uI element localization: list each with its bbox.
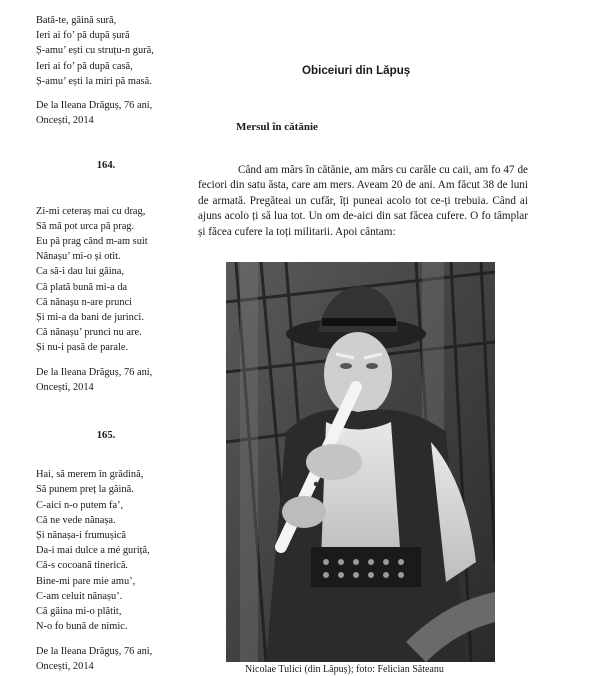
- verse-line: Că nănașu’ prunci nu are.: [36, 327, 142, 339]
- source-note: [36, 365, 206, 395]
- source-line: Oncești, 2014: [36, 381, 94, 393]
- source-note: [36, 98, 206, 128]
- verse-line: N-o fo bună de nimic.: [36, 621, 128, 633]
- photo-caption: Nicolae Tulici (din Lăpuș); foto: Felician Săteanu: [245, 664, 444, 675]
- source-line: De la Ileana Drăguș, 76 ani,: [36, 100, 153, 112]
- portrait-photo: [226, 262, 495, 662]
- poem-stanza: [36, 467, 206, 634]
- verse-line: Ș-amu’ ești la miri pă masă.: [36, 75, 152, 87]
- verse-line: Bată-te, găină sură,: [36, 15, 117, 26]
- source-line: De la Ileana Drăguș, 76 ani,: [36, 645, 153, 657]
- verse-line: Că ne vede nănașa.: [36, 514, 116, 526]
- verse-line: Ieri ai fo’ pă după șură: [36, 30, 130, 42]
- verse-line: Zi-mi ceteraș mai cu drag,: [36, 205, 146, 217]
- verse-line: Că plată bună mi-a da: [36, 281, 128, 293]
- source-line: Oncești, 2014: [36, 660, 94, 672]
- poem-number: 165.: [96, 430, 116, 442]
- poem-number: 164.: [96, 160, 116, 172]
- poem-stanza: [36, 204, 206, 356]
- verse-line: Eu pă prag când m-am suit: [36, 236, 148, 248]
- source-line: De la Ileana Drăguș, 76 ani,: [36, 366, 153, 378]
- verse-line: Ca să-i dau lui găina,: [36, 266, 125, 278]
- verse-line: Hai, să merem în grădină,: [36, 469, 144, 481]
- verse-line: Și nu-i pasă de parale.: [36, 342, 129, 354]
- verse-line: Să mă pot urca pă prag.: [36, 220, 135, 232]
- source-note: [36, 644, 206, 674]
- poem-stanza: [36, 13, 206, 89]
- verse-line: C-aici n-o putem fa’,: [36, 499, 124, 511]
- chapter-subtitle: Mersul în cătănie: [236, 121, 318, 133]
- verse-line: Bine-mi pare mie amu’,: [36, 575, 136, 587]
- verse-line: Da-i mai dulce a mé guriță,: [36, 545, 150, 557]
- source-line: Oncești, 2014: [36, 115, 94, 127]
- verse-line: Și mi-a da bani de jurinci.: [36, 312, 144, 324]
- verse-line: Să punem preț la găină.: [36, 484, 134, 496]
- verse-line: Ș-amu’ ești cu struțu-n gură,: [36, 45, 154, 57]
- verse-line: C-am celuit nănașu’.: [36, 590, 123, 602]
- body-paragraph: Când am mârs în cătănie, am mârs cu carăle cu caii, am fo 47 de feciori din satu ăsta, care am mers. Aveam 20 de ani. Am făcut 38 de luni de armată. Pregăteai un cufăr, îți puneai acolo tot ce-ți trebuia. Când ai ajuns acolo ți să lua tot. Un om de-aici din sat făcea cufere. O fo tâmplar și făcea cufere la toți militarii. Apoi cântam:: [198, 164, 528, 238]
- left-column: [36, 13, 206, 674]
- verse-line: Nănașu’ mi-o și otit.: [36, 251, 121, 263]
- verse-line: Că găina mi-o plătit,: [36, 606, 122, 618]
- section-title: Obiceiuri din Lăpuș: [302, 64, 411, 77]
- verse-line: Că nănașu n-are prunci: [36, 296, 133, 308]
- verse-line: Și nănașa-i frumușică: [36, 530, 127, 542]
- photo-illustration: [226, 262, 495, 662]
- verse-line: Că-s cocoană tinerică.: [36, 560, 129, 572]
- verse-line: Ieri ai fo’ pă după casă,: [36, 60, 133, 72]
